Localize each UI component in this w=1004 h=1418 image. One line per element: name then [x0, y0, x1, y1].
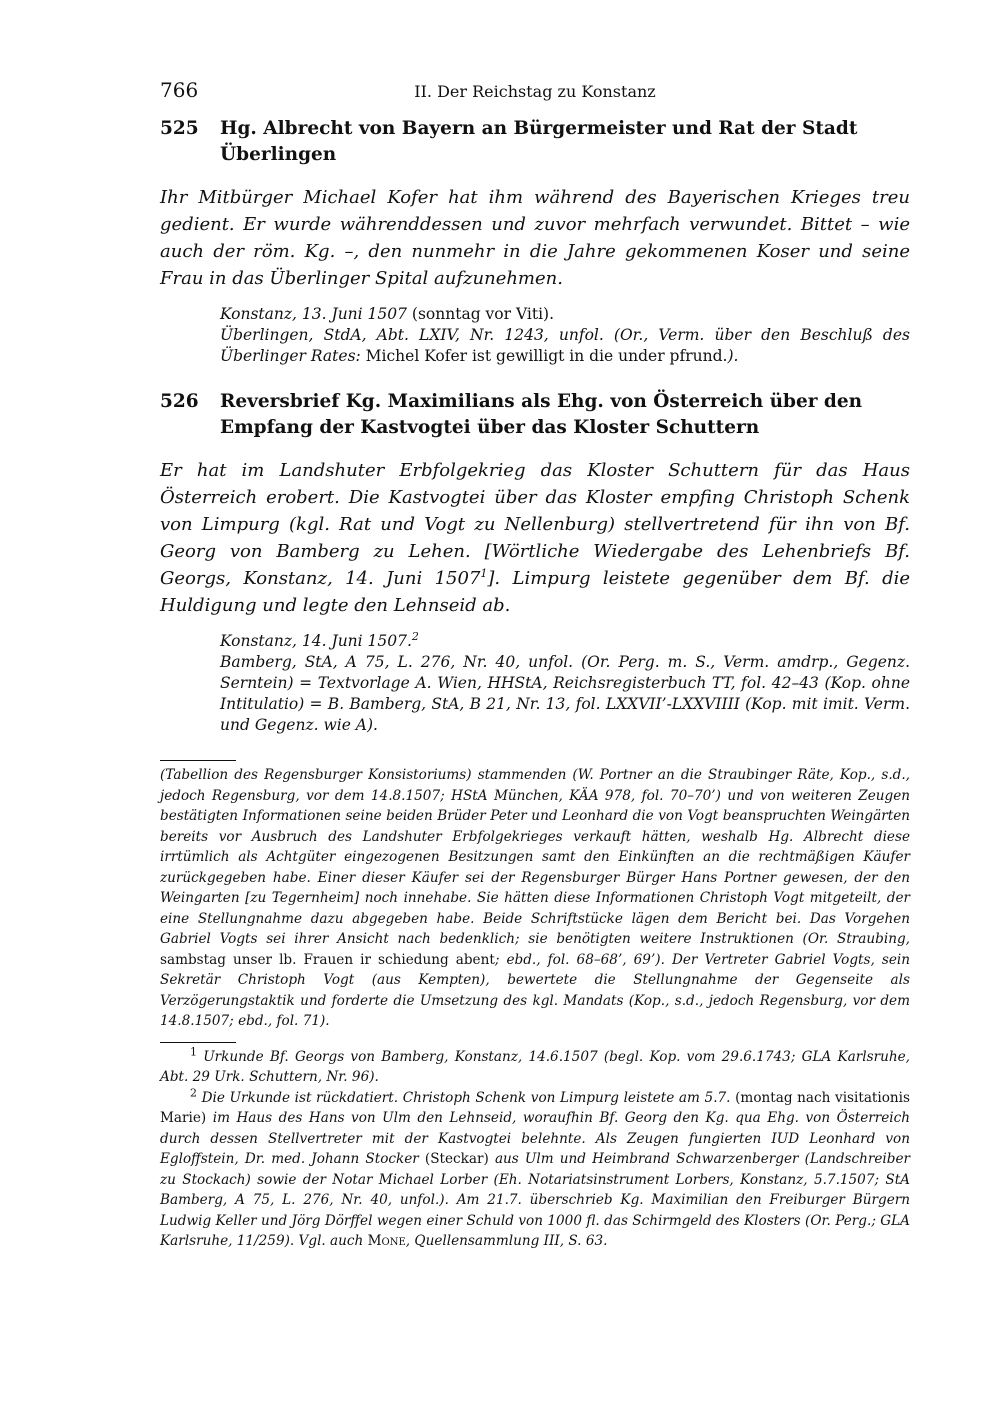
running-head [160, 78, 910, 108]
source-end: ). [727, 347, 739, 365]
footnote-text: Urkunde Bf. Georgs von Bamberg, Konstanz, 14.6.1507 (begl. Kop. vom 29.6.1743; GLA Karlsruhe, Abt. 29 Urk. Schuttern, Nr. 96). [160, 1048, 910, 1085]
footnote-marker: 1 [190, 1044, 197, 1058]
footnote-rule [160, 1042, 236, 1043]
date-note: (sonntag vor Viti). [407, 305, 555, 323]
entry-regest [160, 457, 910, 619]
footnote-text-4: , Quellensammlung III, S. 63. [405, 1233, 608, 1249]
footnote-1 [160, 1044, 910, 1088]
entry-number: 526 [160, 391, 199, 412]
entry-525 [160, 116, 910, 367]
footnote-marker: 2 [190, 1085, 197, 1099]
page-number: 766 [160, 78, 199, 102]
footnote-text-2: im Haus des Hans von Ulm den Lehnseid, woraufhin Bf. Georg den Kg. qua Ehg. von Österreich durch dessen Stellvertreter mit der Kastvogtei belehnte. Als Zeugen fungierten IUD Leonhard von Egloffstein, Dr. med. Johann Stocker [160, 1110, 910, 1167]
date-place: Konstanz, 14. Juni 1507. [220, 632, 412, 650]
continued-footnote [160, 765, 910, 1032]
footnote-area [160, 760, 910, 1252]
source-text: Überlingen, StdA, Abt. LXIV, Nr. 1243, unfol. (Or., Verm. über den Beschluß des Überlinger Rates: [220, 326, 910, 365]
source-text: Bamberg, StA, A 75, L. 276, Nr. 40, unfol. (Or. Perg. m. S., Verm. amdrp., Gegenz. Serntein) = Textvorlage A. Wien, HHStA, Reichsregisterbuch TT, fol. 42–43 (Kop. ohne Intitulatio) = B. Bamberg, StA, B 21, Nr. 13, fol. LXXVII’-LXXVIIII (Kop. mit imit. Verm. und Gegenz. wie A). [220, 653, 910, 734]
footnote-rule [160, 760, 236, 761]
entry-title: Reversbrief Kg. Maximilians als Ehg. von Österreich über den Empfang der Kastvogtei über das Kloster Schuttern [220, 391, 863, 438]
continued-quote: sambstag unser lb. Frauen ir schiedung abent [160, 951, 495, 968]
source-line [220, 325, 910, 367]
entry-meta [220, 631, 910, 736]
footnote-quote-2: (Steckar) [424, 1151, 489, 1167]
continued-text-a: (Tabellion des Regensburger Konsistoriums) stammenden (W. Portner an die Straubinger Räte, Kop., s.d., jedoch Regensburg, vor dem 14.8.1507; HStA München, KÄA 978, fol. 70–70’) und von weiteren Zeugen bestätigten Informationen seine beiden Brüder Peter und Leonhard die von Vogt beanspruchten Weingärten bereits vor Ausbruch des Landshuter Erbfolgekrieges verkauft hätten, weshalb Hg. Albrecht diese irrtümlich als Achtgüter eingezogenen Besitzungen samt den Einkünften an die rechtmäßigen Käufer zurückgegeben habe. Einer dieser Käufer sei der Regensburger Bürger Hans Portner gewesen, der den Weingarten [zu Tegernheim] noch innehabe. Sie hätten diese Informationen Christoph Vogt mitgeteilt, der eine Stellungnahme dazu abgegeben habe. Beide Schriftstücke lägen dem Bericht bei. Das Vorgehen Gabriel Vogts sei ihrer Ansicht nach bedenklich; sie benötigten weitere Instruktionen (Or. Straubing, [160, 767, 910, 947]
entry-heading [160, 389, 910, 441]
date-line [220, 631, 910, 652]
running-title: II. Der Reichstag zu Konstanz [414, 82, 656, 101]
date-place: Konstanz, 13. Juni 1507 [220, 305, 407, 323]
entry-meta [220, 304, 910, 367]
footnote-quote-1: (montag nach visitationis Marie) [160, 1089, 910, 1126]
footnote-text-3: aus Ulm und Heimbrand Schwarzenberger (Landschreiber zu Stockach) sowie der Notar Michael Lorber (Eh. Notariatsinstrument Lorbers, Konstanz, 5.7.1507; StA Bamberg, A 75, L. 276, Nr. 40, unfol.). Am 21.7. überschrieb Kg. Maximilian den Freiburger Bürgern Ludwig Keller und Jörg Dörffel wegen einer Schuld von 1000 fl. das Schirmgeld des Klosters (Or. Perg.; GLA Karlsruhe, 11/259). Vgl. auch [160, 1151, 911, 1249]
document-page [160, 78, 911, 1249]
date-line [220, 304, 910, 325]
source-quote: Michel Kofer ist gewilligt in die under pfrund. [365, 347, 728, 365]
entry-regest: Ihr Mitbürger Michael Kofer hat ihm während des Bayerischen Krieges treu gedient. Er wurde währenddessen und zuvor mehrfach verwundet. Bittet – wie auch der röm. Kg. –, den nunmehr in die Jahre gekommenen Koser und seine Frau in das Überlinger Spital aufzunehmen. [160, 187, 910, 289]
footnote-ref-2[interactable]: 2 [411, 629, 419, 643]
regest-part-b: ]. Limpurg leistete gegenüber dem Bf. die Huldigung und legte den Lehnseid ab. [160, 568, 910, 616]
regest-part-a: Er hat im Landshuter Erbfolgekrieg das Kloster Schuttern für das Haus Österreich erobert. Die Kastvogtei über das Kloster empfing Christoph Schenk von Limpurg (kgl. Rat und Vogt zu Nellenburg) stellvertretend für ihn von Bf. Georg von Bamberg zu Lehen. [Wörtliche Wiedergabe des Lehenbriefs Bf. Georgs, Konstanz, 14. Juni 1507 [160, 460, 910, 589]
footnote-text-1: Die Urkunde ist rückdatiert. Christoph Schenk von Limpurg leistete am 5.7. [201, 1089, 736, 1106]
entry-number: 525 [160, 118, 199, 139]
footnote-2 [160, 1085, 911, 1252]
entry-526 [160, 389, 910, 736]
footnote-author: Mone [367, 1233, 406, 1249]
entry-heading [160, 116, 910, 168]
continued-text-b: ; ebd., fol. 68–68’, 69’). Der Vertreter Gabriel Vogts, sein Sekretär Christoph Vogt (aus Kempten), bewertete die Stellungnahme der Gegenseite als Verzögerungstaktik und forderte die Umsetzung des kgl. Mandats (Kop., s.d., jedoch Regensburg, vor dem 14.8.1507; ebd., fol. 71). [160, 951, 910, 1029]
entry-title: Hg. Albrecht von Bayern an Bürgermeister und Rat der Stadt Überlingen [220, 118, 858, 165]
footnote-ref-1[interactable]: 1 [480, 567, 488, 580]
